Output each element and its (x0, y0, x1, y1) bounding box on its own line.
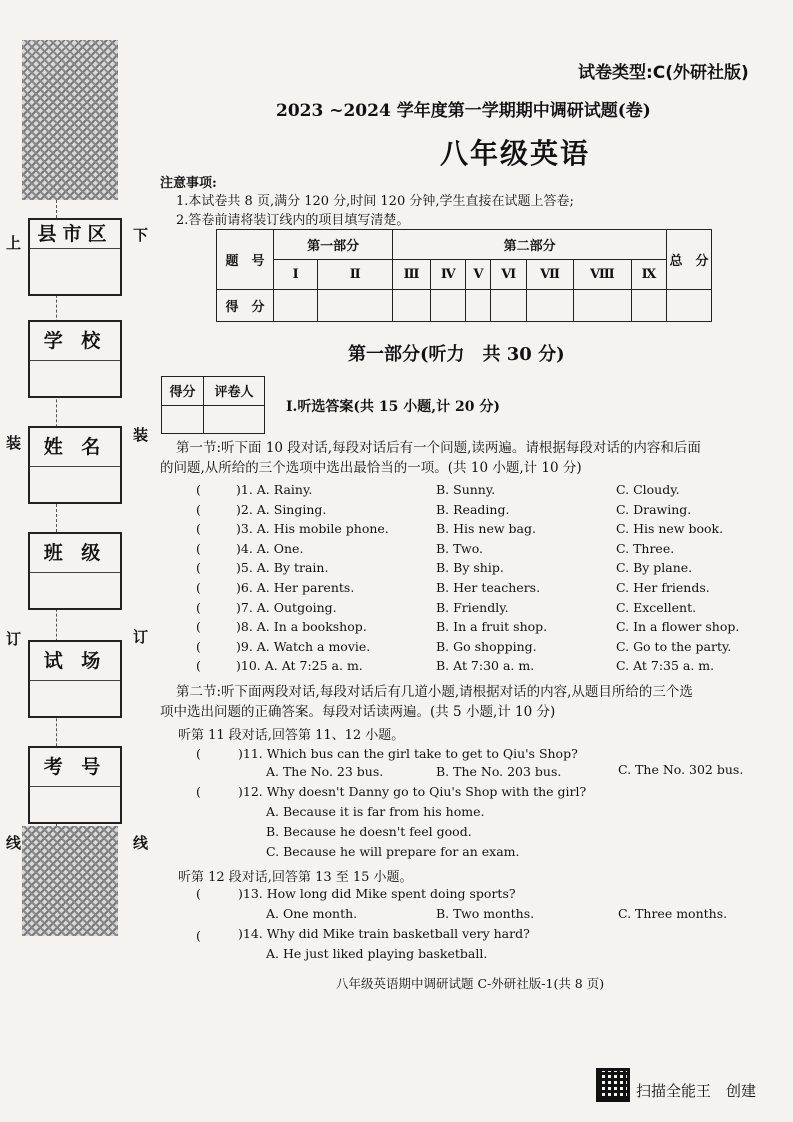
section1-title: Ⅰ.听选答案(共 15 小题,计 20 分) (286, 399, 501, 415)
qr-code (596, 1068, 630, 1102)
q10-option-b[interactable]: B. At 7:30 a. m. (436, 658, 535, 673)
q4-option-c[interactable]: C. Three. (616, 541, 675, 556)
score-cell[interactable] (631, 290, 666, 322)
q5-option-b[interactable]: B. By ship. (436, 560, 504, 575)
q12-option-a[interactable]: A. Because it is far from his home. (266, 804, 485, 819)
q3-option-c[interactable]: C. His new book. (616, 521, 724, 536)
binding-mark-zhuang-left: 装 (6, 434, 22, 452)
binding-pattern-top (22, 40, 118, 200)
q6-option-b[interactable]: B. Her teachers. (436, 580, 541, 595)
answer-paren-12[interactable]: ( (196, 784, 201, 799)
q1-option-b[interactable]: B. Sunny. (436, 482, 496, 497)
answer-paren-9[interactable]: ( (196, 639, 201, 654)
score-table-numeral: Ⅰ (274, 260, 318, 290)
q14-option-a[interactable]: A. He just liked playing basketball. (266, 946, 488, 961)
score-table-row2-label: 得 分 (217, 290, 274, 322)
binding-mark-top-right: 下 (133, 226, 149, 244)
score-table-numeral: Ⅴ (466, 260, 491, 290)
score-cell[interactable] (431, 290, 466, 322)
q12-stem: )12. Why doesn't Danny go to Qiu's Shop with the girl? (238, 784, 587, 799)
answer-paren-7[interactable]: ( (196, 600, 201, 615)
q13-option-c[interactable]: C. Three months. (618, 906, 728, 921)
score-table-numeral: Ⅱ (318, 260, 393, 290)
grader-cell[interactable] (162, 405, 204, 434)
binding-pattern-bottom (22, 826, 118, 936)
q2-option-a[interactable]: )2. A. Singing. (236, 502, 327, 517)
binding-mark-ding-left: 订 (6, 630, 22, 648)
q5-option-a[interactable]: )5. A. By train. (236, 560, 329, 575)
q10-option-a[interactable]: )10. A. At 7:25 a. m. (236, 658, 363, 673)
q5-option-c[interactable]: C. By plane. (616, 560, 693, 575)
section1-part2-instr-1: 第二节:听下面两段对话,每段对话后有几道小题,请根据对话的内容,从题目所给的三个选 (176, 684, 693, 700)
answer-paren-6[interactable]: ( (196, 580, 201, 595)
q3-option-a[interactable]: )3. A. His mobile phone. (236, 521, 389, 536)
notice-item-1: 1.本试卷共 8 页,满分 120 分,时间 120 分钟,学生直接在试题上答卷; (176, 194, 574, 209)
binding-mark-ding-right: 订 (133, 628, 149, 646)
q7-option-c[interactable]: C. Excellent. (616, 600, 697, 615)
scanner-mark: 扫描全能王 创建 (636, 1082, 757, 1100)
q12-option-b[interactable]: B. Because he doesn't feel good. (266, 824, 472, 839)
exam-title: 2023 ~2024 学年度第一学期期中调研试题(卷) (276, 101, 651, 121)
q2-option-b[interactable]: B. Reading. (436, 502, 510, 517)
field-county[interactable]: 县市区 (28, 218, 122, 296)
notice-title: 注意事项: (160, 176, 217, 191)
binding-mark-xian-right: 线 (133, 834, 149, 852)
notice-item-2: 2.答卷前请将装订线内的项目填写清楚。 (176, 213, 410, 228)
q4-option-b[interactable]: B. Two. (436, 541, 484, 556)
answer-paren-8[interactable]: ( (196, 619, 201, 634)
q10-option-c[interactable]: C. At 7:35 a. m. (616, 658, 715, 673)
answer-paren-3[interactable]: ( (196, 521, 201, 536)
q1-option-c[interactable]: C. Cloudy. (616, 482, 680, 497)
score-cell[interactable] (527, 290, 574, 322)
grader-table (161, 376, 265, 434)
answer-paren-5[interactable]: ( (196, 560, 201, 575)
q4-option-a[interactable]: )4. A. One. (236, 541, 304, 556)
binding-mark-top-left: 上 (6, 234, 22, 252)
score-cell[interactable] (274, 290, 318, 322)
field-exam-number[interactable]: 考 号 (28, 746, 122, 824)
binding-mark-zhuang-right: 装 (133, 426, 149, 444)
page-footer: 八年级英语期中调研试题 C-外研社版-1(共 8 页) (336, 976, 605, 991)
q1-option-a[interactable]: )1. A. Rainy. (236, 482, 313, 497)
score-cell[interactable] (318, 290, 393, 322)
q12-option-c[interactable]: C. Because he will prepare for an exam. (266, 844, 520, 859)
q7-option-a[interactable]: )7. A. Outgoing. (236, 600, 337, 615)
subject-title: 八年级英语 (440, 137, 591, 170)
q11-option-a[interactable]: A. The No. 23 bus. (266, 764, 384, 779)
score-cell[interactable] (491, 290, 527, 322)
binding-mark-xian-left: 线 (6, 834, 22, 852)
q9-option-c[interactable]: C. Go to the party. (616, 639, 732, 654)
section1-part1-instr-2: 的问题,从所给的三个选项中选出最恰当的一项。(共 10 小题,计 10 分) (160, 460, 582, 476)
section1-part1-instr-1: 第一节:听下面 10 段对话,每段对话后有一个问题,读两遍。请根据每段对话的内容和后面 (176, 440, 701, 456)
q13-option-a[interactable]: A. One month. (266, 906, 358, 921)
score-cell[interactable] (393, 290, 431, 322)
section1-part2-instr-2: 项中选出问题的正确答案。每段对话读两遍。(共 5 小题,计 10 分) (160, 704, 556, 720)
paper-type: 试卷类型:C(外研社版) (578, 63, 749, 83)
part1-title: 第一部分(听力 共 30 分) (348, 344, 565, 365)
score-cell[interactable] (574, 290, 632, 322)
q7-option-b[interactable]: B. Friendly. (436, 600, 509, 615)
q6-option-c[interactable]: C. Her friends. (616, 580, 710, 595)
q13-option-b[interactable]: B. Two months. (436, 906, 535, 921)
score-table (216, 229, 712, 322)
q2-option-c[interactable]: C. Drawing. (616, 502, 692, 517)
answer-paren-1[interactable]: ( (196, 482, 201, 497)
score-cell[interactable] (667, 290, 712, 322)
answer-paren-10[interactable]: ( (196, 658, 201, 673)
q11-option-c[interactable]: C. The No. 302 bus. (618, 762, 744, 777)
dialog12-intro: 听第 12 段对话,回答第 13 至 15 小题。 (178, 870, 413, 885)
score-table-row1-label: 题 号 (217, 230, 274, 290)
answer-paren-11[interactable]: ( (196, 746, 201, 761)
q13-stem: )13. How long did Mike spent doing sports? (238, 886, 516, 901)
score-table-part2: 第二部分 (393, 230, 667, 260)
score-table-numeral: Ⅷ (574, 260, 632, 290)
answer-paren-13[interactable]: ( (196, 886, 201, 901)
q8-option-b[interactable]: B. In a fruit shop. (436, 619, 548, 634)
score-table-part1: 第一部分 (274, 230, 393, 260)
field-exam-room[interactable]: 试 场 (28, 640, 122, 718)
grader-table-score: 得分 (162, 377, 204, 406)
q8-option-a[interactable]: )8. A. In a bookshop. (236, 619, 367, 634)
answer-paren-4[interactable]: ( (196, 541, 201, 556)
q11-option-b[interactable]: B. The No. 203 bus. (436, 764, 562, 779)
score-table-numeral: Ⅳ (431, 260, 466, 290)
q8-option-c[interactable]: C. In a flower shop. (616, 619, 740, 634)
q3-option-b[interactable]: B. His new bag. (436, 521, 536, 536)
q6-option-a[interactable]: )6. A. Her parents. (236, 580, 355, 595)
q9-option-a[interactable]: )9. A. Watch a movie. (236, 639, 371, 654)
score-table-numeral: Ⅸ (631, 260, 666, 290)
answer-paren-14[interactable]: ( (196, 928, 201, 943)
grader-table-grader: 评卷人 (204, 377, 265, 406)
q9-option-b[interactable]: B. Go shopping. (436, 639, 537, 654)
field-name[interactable]: 姓 名 (28, 426, 122, 504)
score-table-numeral: Ⅶ (527, 260, 574, 290)
q11-stem: )11. Which bus can the girl take to get to Qiu's Shop? (238, 746, 578, 761)
grader-cell[interactable] (204, 405, 265, 434)
dialog11-intro: 听第 11 段对话,回答第 11、12 小题。 (178, 728, 405, 743)
score-table-total: 总 分 (667, 230, 712, 290)
q14-stem: )14. Why did Mike train basketball very hard? (238, 926, 530, 941)
field-class[interactable]: 班 级 (28, 532, 122, 610)
score-table-numeral: Ⅵ (491, 260, 527, 290)
score-cell[interactable] (466, 290, 491, 322)
field-school[interactable]: 学 校 (28, 320, 122, 398)
score-table-numeral: Ⅲ (393, 260, 431, 290)
answer-paren-2[interactable]: ( (196, 502, 201, 517)
